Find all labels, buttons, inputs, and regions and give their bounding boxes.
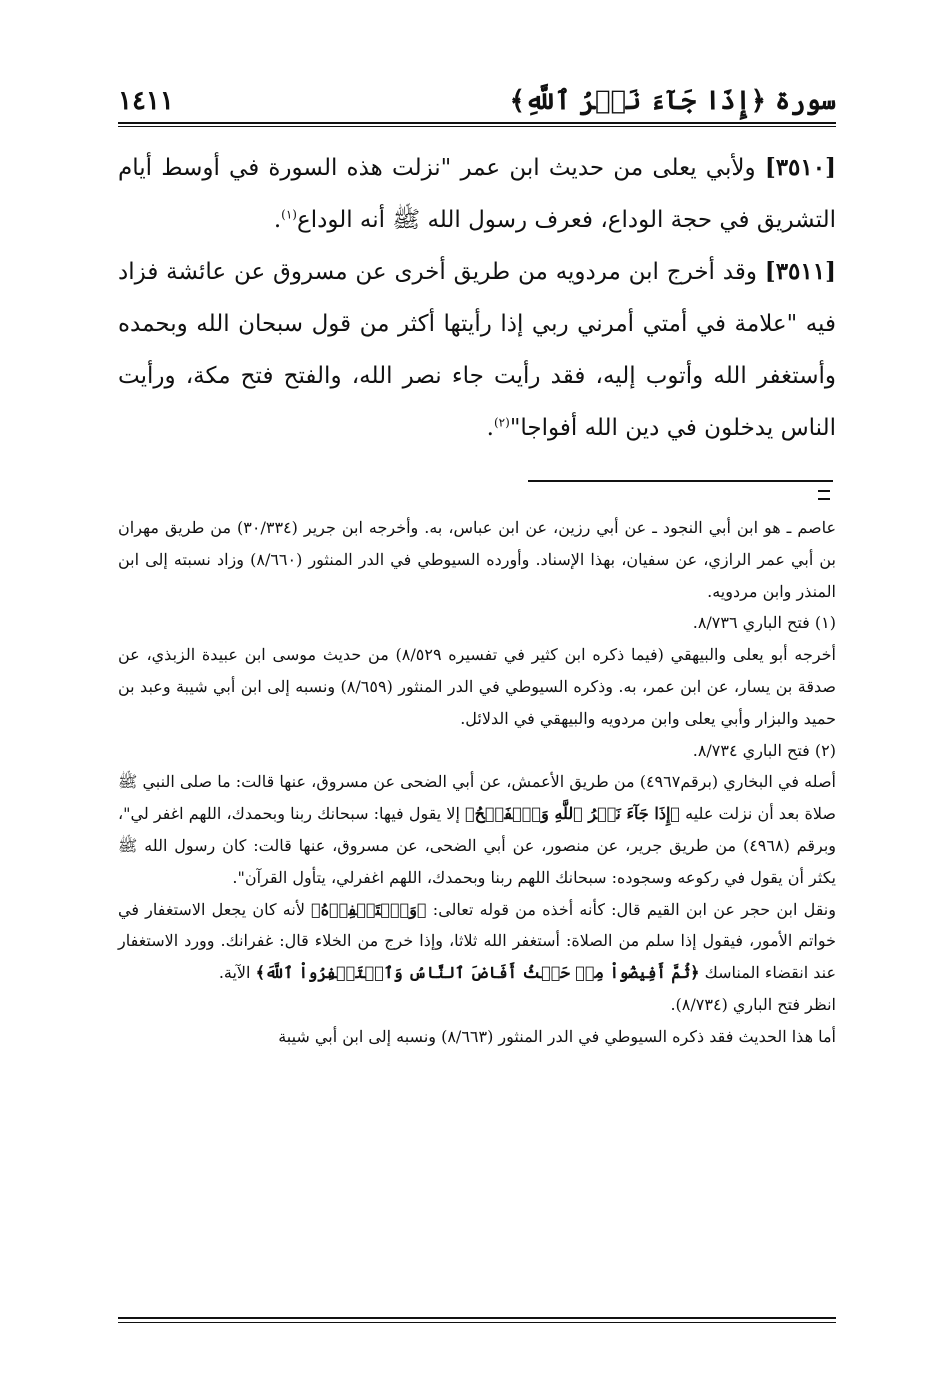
sentence-end: . <box>273 207 282 233</box>
hadith-text: وقد أخرج ابن مردويه من طريق أخرى عن مسروق عن عائشة فزاد فيه "علامة في أمتي أمرني ربي إذا رأيتها أكثر من قول سبحان الله وبحمده وأستغفر الله وأتوب إليه، فقد رأيت جاء نصر الله، والفتح فتح مكة، ورأيت الناس يدخلون في دين الله أفواجا" <box>118 259 836 441</box>
footnote-2-body: أما هذا الحديث فقد ذكره السيوطي في الدر المنثور (٨/٦٦٣) ونسبه إلى ابن أبي شيبة <box>278 1026 836 1046</box>
hadith-text: ولأبي يعلى من حديث ابن عمر "نزلت هذه السورة في أوسط أيام التشريق في حجة الوداع، فعرف رسول الله ﷺ أنه الوداع <box>118 155 836 233</box>
hadith-number: [٣٥١٠] <box>764 154 837 181</box>
footnote-text: إلا يقول فيها: سبحانك ربنا وبحمدك، اللهم اغفر لي"، وبرقم (٤٩٦٨) من طريق جرير، عن منصور، عن أبي الضحى، عن مسروق، عنها قالت: كان رسول الله ﷺ يكثر أن يقول في ركوعه وسجوده: سبحانك اللهم ربنا وبحمدك، اللهم اغفرلي، يتأول القرآن". <box>118 804 836 887</box>
page-header <box>118 78 836 126</box>
footnote-ref: (٢) <box>493 415 510 430</box>
hadith-paragraph <box>118 142 836 246</box>
header-rule <box>118 122 836 124</box>
surah-title: سورة ﴿إِذَا جَآءَ نَصۡرُ ٱللَّهِ﴾ <box>509 86 836 116</box>
hadith-number: [٣٥١١] <box>764 258 836 285</box>
footnote-2-heading: (٢) فتح الباري ٨/٧٣٤. <box>692 740 836 760</box>
page-number: ١٤١١ <box>118 86 174 116</box>
footnote-2-body <box>118 894 836 989</box>
footnote-continuation: عاصم ـ هو ابن أبي النجود ـ عن أبي رزين، عن ابن عباس، به. وأخرجه ابن جرير (٣٠/٣٣٤) من طريق مهران بن أبي عمر الرازي، عن سفيان، بهذا الإسناد. وأورده السيوطي في الدر المنثور (٨/٦٦٠) وزاد نسبته إلى ابن المنذر وابن مردويه. <box>118 518 837 601</box>
footnote-1-heading: (١) فتح الباري ٨/٧٣٦. <box>692 613 836 633</box>
footnote-1-body: أخرجه أبو يعلى والبيهقي (فيما ذكره ابن كثير في تفسيره ٨/٥٢٩) من حديث موسى ابن عبيدة الزبذي، عن صدقة بن يسار، عن ابن عمر، به. وذكره السيوطي في الدر المنثور (٨/٦٥٩) ونسبه إلى ابن أبي شيبة وعبد بن حميد والبزار وأبي يعلى وابن مردويه والبيهقي في الدلائل. <box>118 645 836 728</box>
footnote-separator <box>528 480 833 482</box>
footnote-text: ونقل ابن حجر عن ابن القيم قال: كأنه أخذه من قوله تعالى: <box>432 899 836 919</box>
footnote-2-body <box>118 766 836 893</box>
footnote-text: أصله في البخاري (برقم٤٩٦٧) من طريق الأعمش، عن أبي الضحى عن مسروق، عنها قالت: ما صلى النبي ﷺ صلاة بعد أن نزلت عليه <box>118 772 837 824</box>
main-text <box>118 142 836 454</box>
quran-quote: ﴿إِذَا جَآءَ نَصۡرُ ٱللَّهِ وَٱلۡفَتۡحُ﴾ <box>465 804 680 824</box>
footnote-text: الآية. <box>218 963 251 983</box>
footnote-text: لأنه كان يجعل الاستغفار في خواتم الأمور، فيقول إذا سلم من الصلاة: أستغفر الله ثلاثا، وإذا خرج من الخلاء قال: غفرانك. وورد الاستغفار عند انقضاء المناسك <box>118 899 837 983</box>
quran-quote: ﴿وَٱسۡتَغۡفِرۡهُ﴾ <box>311 899 427 919</box>
quran-quote: ﴿ثُمَّ أَفِيضُواْ مِنۡ حَيۡثُ أَفَاضَ ٱلنَّاسُ وَٱسۡتَغۡفِرُواْ ٱللَّهَ﴾ <box>255 963 700 983</box>
footnotes <box>118 512 836 1053</box>
sentence-end: . <box>486 415 494 441</box>
bottom-rule <box>118 1317 836 1319</box>
bottom-rule-thin <box>118 1322 836 1323</box>
footnote-2-reference: انظر فتح الباري (٨/٧٣٤). <box>670 994 836 1014</box>
header-rule-thin <box>118 126 836 127</box>
footnote-continuation-mark <box>818 490 830 500</box>
footnote-ref: (١) <box>281 207 297 222</box>
hadith-paragraph <box>118 246 836 454</box>
